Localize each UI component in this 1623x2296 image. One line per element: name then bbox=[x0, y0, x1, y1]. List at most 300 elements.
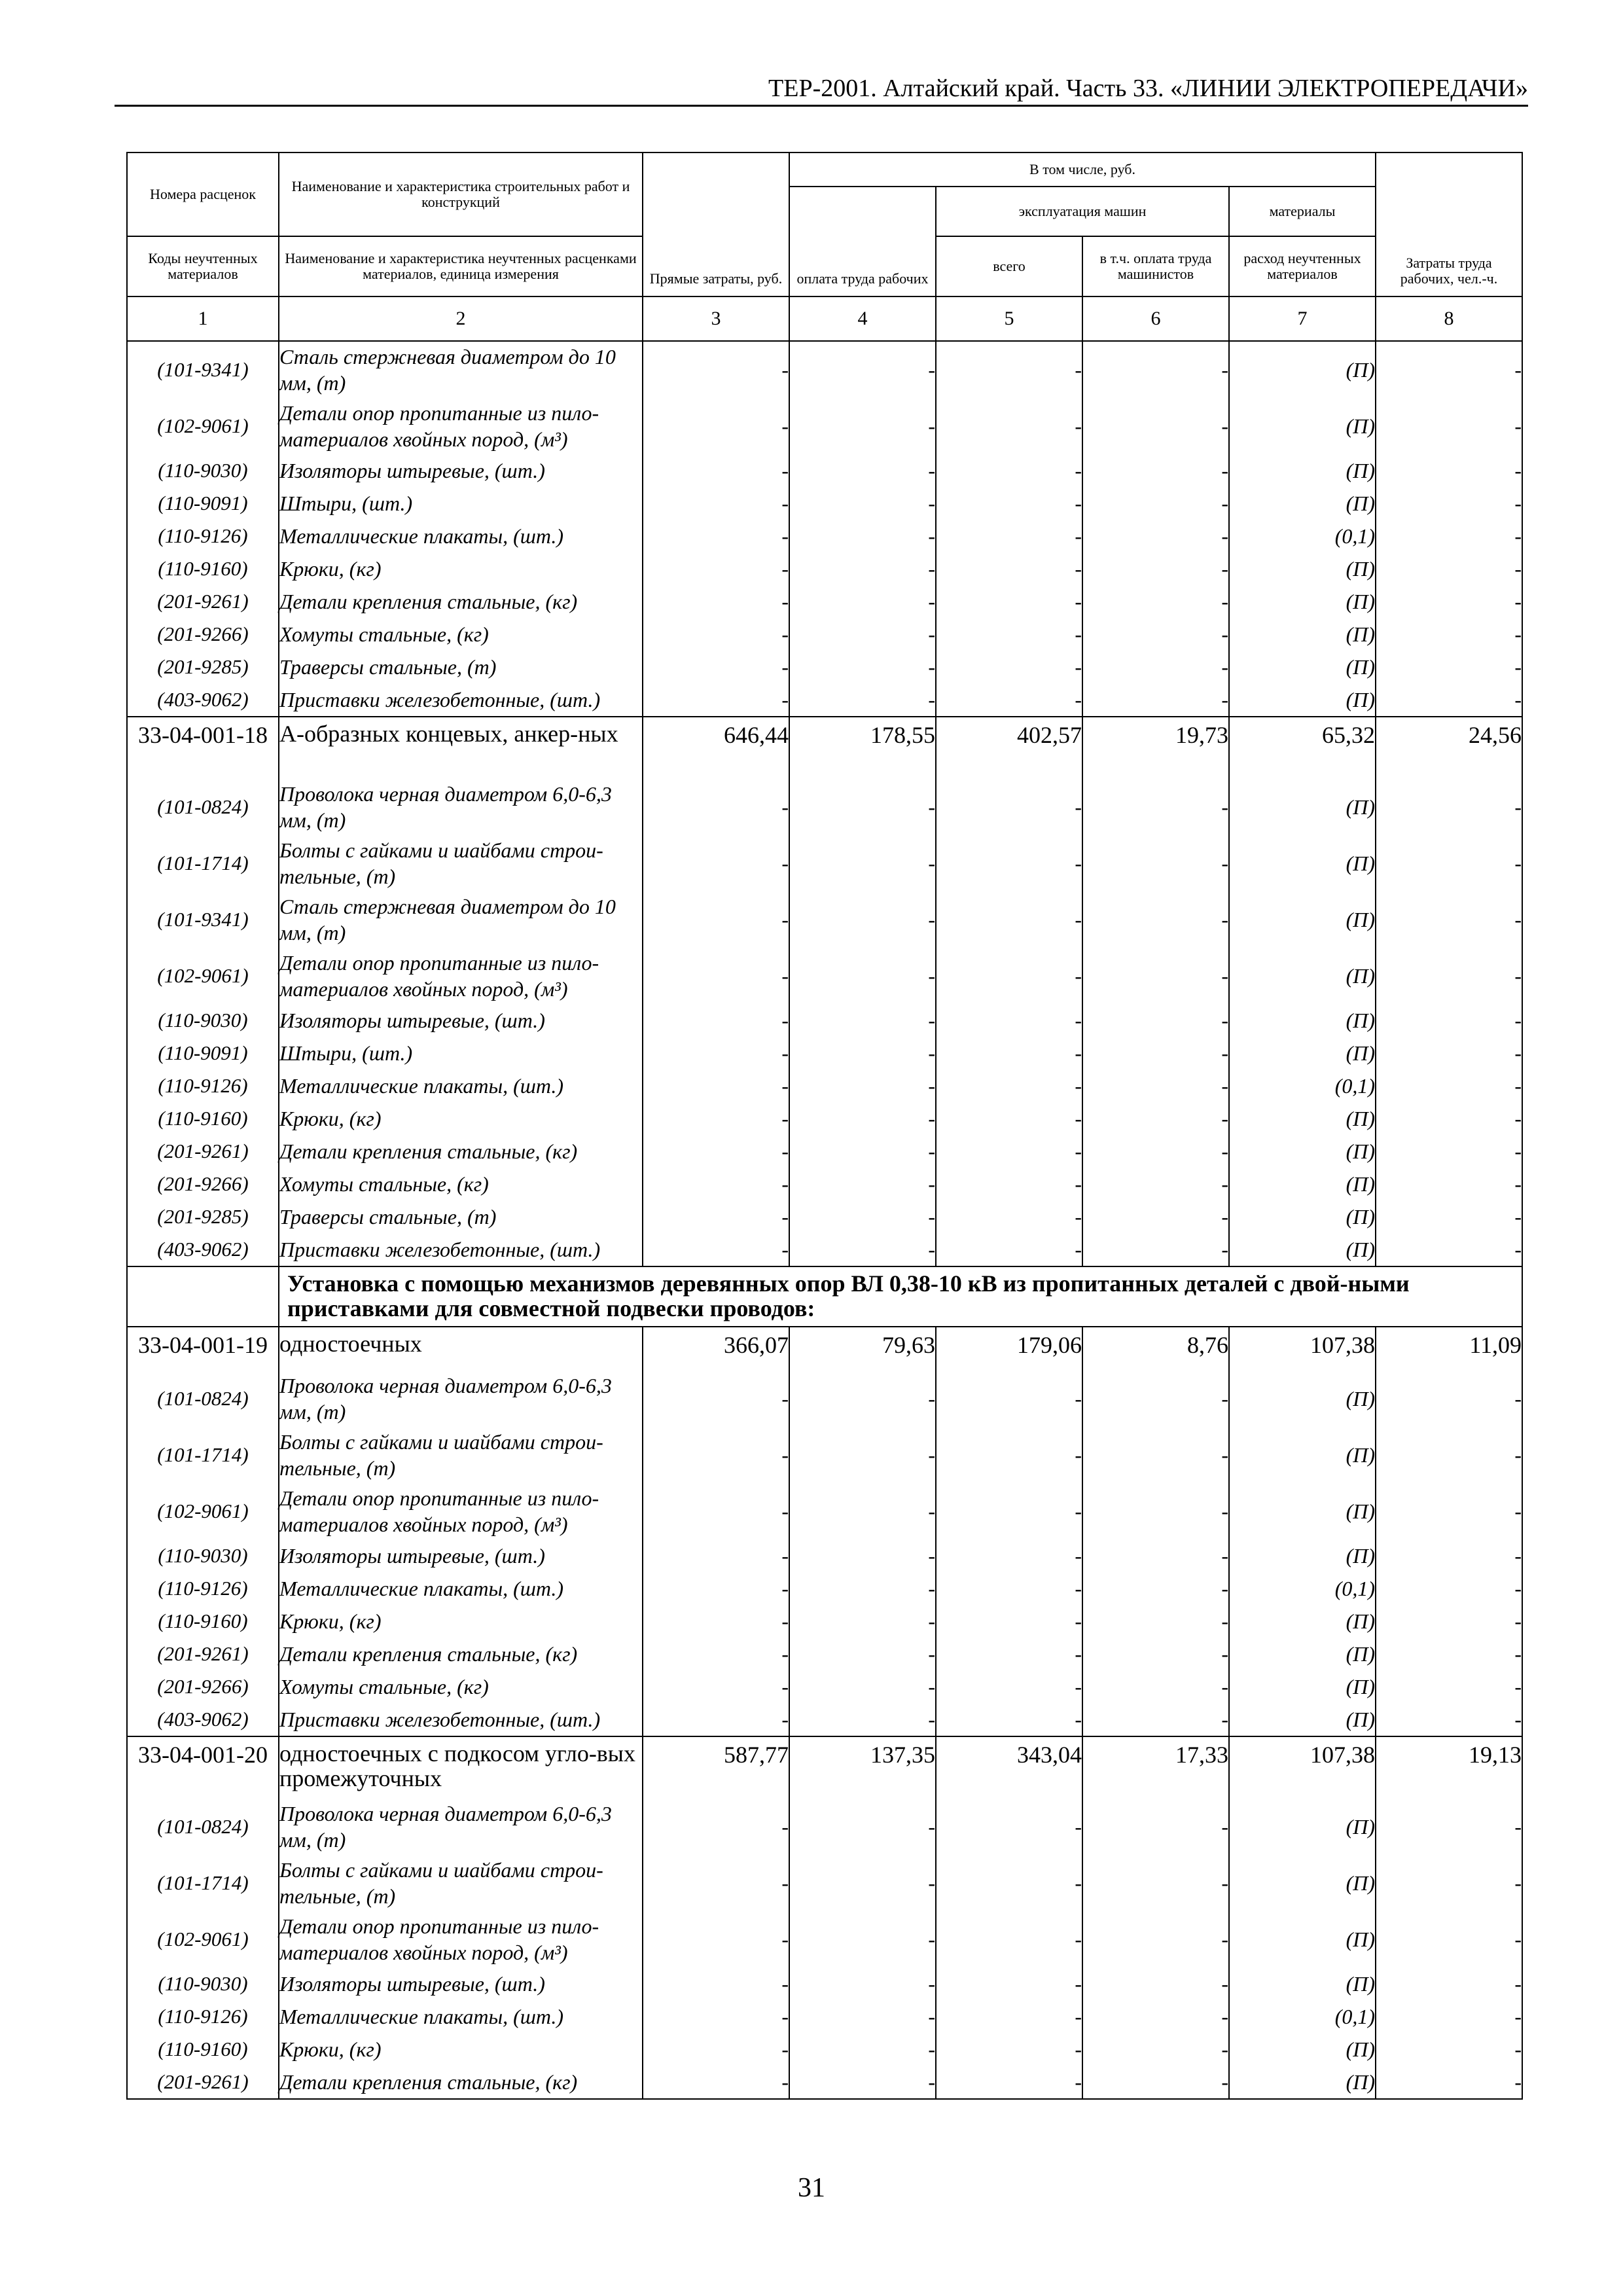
machines-total-value: - bbox=[936, 1855, 1082, 1911]
labor-value: - bbox=[1376, 1200, 1522, 1233]
materials-value: (П) bbox=[1229, 1539, 1376, 1572]
machinist-wages-value: - bbox=[1082, 1037, 1229, 1069]
column-number: 7 bbox=[1229, 296, 1376, 341]
wages-value: 178,55 bbox=[789, 717, 936, 779]
machines-total-value: - bbox=[936, 1967, 1082, 2000]
materials-value: (П) bbox=[1229, 1799, 1376, 1855]
column-number: 5 bbox=[936, 296, 1082, 341]
materials-value: (П) bbox=[1229, 454, 1376, 487]
machinist-wages-value: - bbox=[1082, 398, 1229, 454]
wages-value: - bbox=[789, 341, 936, 398]
material-name: Детали крепления стальные, (кг) bbox=[279, 585, 643, 618]
machinist-wages-value: - bbox=[1082, 2066, 1229, 2099]
direct-costs-value: - bbox=[643, 835, 789, 891]
header-materials: материалы bbox=[1229, 187, 1376, 236]
direct-costs-value: - bbox=[643, 454, 789, 487]
material-name: Приставки железобетонные, (шт.) bbox=[279, 1233, 643, 1266]
labor-value: 24,56 bbox=[1376, 717, 1522, 779]
machines-total-value: - bbox=[936, 948, 1082, 1004]
machines-total-value: - bbox=[936, 1371, 1082, 1427]
material-name: Болты с гайками и шайбами строи-тельные, (т) bbox=[279, 1855, 643, 1911]
machinist-wages-value: - bbox=[1082, 683, 1229, 717]
materials-value: (П) bbox=[1229, 1855, 1376, 1911]
labor-value: - bbox=[1376, 1427, 1522, 1483]
machines-total-value: - bbox=[936, 618, 1082, 651]
machinist-wages-value: - bbox=[1082, 1670, 1229, 1703]
material-name: Проволока черная диаметром 6,0-6,3 мм, (т) bbox=[279, 1799, 643, 1855]
materials-value: (П) bbox=[1229, 552, 1376, 585]
machinist-wages-value: - bbox=[1082, 779, 1229, 835]
machines-total-value: - bbox=[936, 779, 1082, 835]
wages-value: - bbox=[789, 1069, 936, 1102]
labor-value: - bbox=[1376, 835, 1522, 891]
material-name: Хомуты стальные, (кг) bbox=[279, 618, 643, 651]
direct-costs-value: - bbox=[643, 1703, 789, 1736]
machinist-wages-value: - bbox=[1082, 618, 1229, 651]
wages-value: - bbox=[789, 520, 936, 552]
wages-value: - bbox=[789, 487, 936, 520]
material-row bbox=[127, 1168, 1522, 1200]
machinist-wages-value: - bbox=[1082, 1371, 1229, 1427]
material-name: Траверсы стальные, (т) bbox=[279, 651, 643, 683]
material-row bbox=[127, 1004, 1522, 1037]
direct-costs-value: - bbox=[643, 1233, 789, 1266]
direct-costs-value: - bbox=[643, 1967, 789, 2000]
wages-value: - bbox=[789, 651, 936, 683]
labor-value: - bbox=[1376, 1135, 1522, 1168]
direct-costs-value: - bbox=[643, 618, 789, 651]
direct-costs-value: - bbox=[643, 585, 789, 618]
materials-value: (П) bbox=[1229, 2033, 1376, 2066]
direct-costs-value: - bbox=[643, 1483, 789, 1539]
materials-value: (П) bbox=[1229, 1233, 1376, 1266]
material-code: (101-9341) bbox=[127, 341, 279, 398]
materials-value: (П) bbox=[1229, 1703, 1376, 1736]
wages-value: - bbox=[789, 552, 936, 585]
material-name: Хомуты стальные, (кг) bbox=[279, 1670, 643, 1703]
materials-value: (П) bbox=[1229, 585, 1376, 618]
wages-value: - bbox=[789, 1135, 936, 1168]
labor-value: - bbox=[1376, 1037, 1522, 1069]
material-name: Металлические плакаты, (шт.) bbox=[279, 2000, 643, 2033]
labor-value: - bbox=[1376, 1967, 1522, 2000]
section-heading: Установка с помощью механизмов деревянных опор ВЛ 0,38-10 кВ из пропитанных деталей с двой-ными приставками для совместной подвески проводов: bbox=[279, 1266, 1522, 1327]
material-name: Изоляторы штыревые, (шт.) bbox=[279, 1967, 643, 2000]
materials-value: (П) bbox=[1229, 1102, 1376, 1135]
labor-value: - bbox=[1376, 618, 1522, 651]
material-name: Детали опор пропитанные из пило-материалов хвойных пород, (м³) bbox=[279, 948, 643, 1004]
machines-total-value: - bbox=[936, 651, 1082, 683]
machines-total-value: - bbox=[936, 1539, 1082, 1572]
machines-total-value: - bbox=[936, 2000, 1082, 2033]
material-row bbox=[127, 1638, 1522, 1670]
material-code: (110-9030) bbox=[127, 454, 279, 487]
material-name: Изоляторы штыревые, (шт.) bbox=[279, 1539, 643, 1572]
direct-costs-value: - bbox=[643, 1168, 789, 1200]
labor-value: - bbox=[1376, 1855, 1522, 1911]
material-row bbox=[127, 520, 1522, 552]
materials-value: (П) bbox=[1229, 1168, 1376, 1200]
header-machines-total: всего bbox=[936, 236, 1082, 296]
labor-value: - bbox=[1376, 520, 1522, 552]
direct-costs-value: - bbox=[643, 1911, 789, 1967]
material-row bbox=[127, 1371, 1522, 1427]
materials-value: (П) bbox=[1229, 1605, 1376, 1638]
material-code: (201-9266) bbox=[127, 1670, 279, 1703]
machinist-wages-value: - bbox=[1082, 2000, 1229, 2033]
material-row bbox=[127, 1605, 1522, 1638]
materials-value: (П) bbox=[1229, 398, 1376, 454]
header-material-codes: Коды неучтенных материалов bbox=[127, 236, 279, 296]
machines-total-value: 343,04 bbox=[936, 1736, 1082, 1799]
table-header bbox=[127, 152, 1522, 341]
machines-total-value: - bbox=[936, 341, 1082, 398]
direct-costs-value: - bbox=[643, 1670, 789, 1703]
labor-value: - bbox=[1376, 2033, 1522, 2066]
material-row bbox=[127, 779, 1522, 835]
material-name: Детали крепления стальные, (кг) bbox=[279, 1135, 643, 1168]
materials-value: (П) bbox=[1229, 618, 1376, 651]
material-name: Штыри, (шт.) bbox=[279, 487, 643, 520]
rate-position-row bbox=[127, 1736, 1522, 1799]
direct-costs-value: - bbox=[643, 1037, 789, 1069]
wages-value: - bbox=[789, 1799, 936, 1855]
material-row bbox=[127, 552, 1522, 585]
rate-position-row bbox=[127, 1327, 1522, 1371]
price-table bbox=[126, 152, 1523, 2100]
labor-value: - bbox=[1376, 779, 1522, 835]
material-name: Сталь стержневая диаметром до 10 мм, (т) bbox=[279, 341, 643, 398]
material-code: (102-9061) bbox=[127, 398, 279, 454]
direct-costs-value: - bbox=[643, 1539, 789, 1572]
direct-costs-value: - bbox=[643, 779, 789, 835]
materials-value: (0,1) bbox=[1229, 520, 1376, 552]
wages-value: - bbox=[789, 1371, 936, 1427]
machinist-wages-value: - bbox=[1082, 1135, 1229, 1168]
materials-value: (П) bbox=[1229, 1200, 1376, 1233]
materials-value: 107,38 bbox=[1229, 1327, 1376, 1371]
labor-value: - bbox=[1376, 1004, 1522, 1037]
machinist-wages-value: - bbox=[1082, 891, 1229, 948]
material-code: (102-9061) bbox=[127, 1911, 279, 1967]
material-row bbox=[127, 1483, 1522, 1539]
wages-value: - bbox=[789, 683, 936, 717]
materials-value: (П) bbox=[1229, 1004, 1376, 1037]
labor-value: - bbox=[1376, 1670, 1522, 1703]
labor-value: - bbox=[1376, 585, 1522, 618]
direct-costs-value: - bbox=[643, 2000, 789, 2033]
machines-total-value: - bbox=[936, 1703, 1082, 1736]
material-code: (101-1714) bbox=[127, 1427, 279, 1483]
wages-value: - bbox=[789, 618, 936, 651]
machinist-wages-value: - bbox=[1082, 1605, 1229, 1638]
machinist-wages-value: - bbox=[1082, 1638, 1229, 1670]
machinist-wages-value: - bbox=[1082, 520, 1229, 552]
labor-value: - bbox=[1376, 1703, 1522, 1736]
machines-total-value: - bbox=[936, 1037, 1082, 1069]
machines-total-value: - bbox=[936, 1483, 1082, 1539]
machines-total-value: - bbox=[936, 1427, 1082, 1483]
wages-value: - bbox=[789, 1703, 936, 1736]
material-row bbox=[127, 341, 1522, 398]
machines-total-value: - bbox=[936, 1004, 1082, 1037]
header-including: В том числе, руб. bbox=[789, 152, 1376, 187]
labor-value: - bbox=[1376, 2066, 1522, 2099]
header-direct-costs: Прямые затраты, руб. bbox=[643, 152, 789, 296]
machinist-wages-value: - bbox=[1082, 585, 1229, 618]
labor-value: - bbox=[1376, 1069, 1522, 1102]
direct-costs-value: - bbox=[643, 1371, 789, 1427]
material-code: (110-9160) bbox=[127, 1605, 279, 1638]
header-rule bbox=[115, 105, 1528, 107]
material-name: Металлические плакаты, (шт.) bbox=[279, 1069, 643, 1102]
direct-costs-value: - bbox=[643, 651, 789, 683]
wages-value: - bbox=[789, 1855, 936, 1911]
material-name: Изоляторы штыревые, (шт.) bbox=[279, 454, 643, 487]
material-code: (110-9030) bbox=[127, 1539, 279, 1572]
direct-costs-value: - bbox=[643, 1135, 789, 1168]
material-code: (102-9061) bbox=[127, 1483, 279, 1539]
machinist-wages-value: - bbox=[1082, 1102, 1229, 1135]
wages-value: - bbox=[789, 1483, 936, 1539]
material-row bbox=[127, 835, 1522, 891]
material-name: Штыри, (шт.) bbox=[279, 1037, 643, 1069]
direct-costs-value: - bbox=[643, 1799, 789, 1855]
materials-value: (П) bbox=[1229, 1427, 1376, 1483]
labor-value: - bbox=[1376, 1168, 1522, 1200]
material-code: (101-0824) bbox=[127, 1799, 279, 1855]
machines-total-value: - bbox=[936, 2066, 1082, 2099]
material-code: (201-9285) bbox=[127, 651, 279, 683]
machinist-wages-value: - bbox=[1082, 1168, 1229, 1200]
materials-value: (0,1) bbox=[1229, 2000, 1376, 2033]
materials-value: (П) bbox=[1229, 1670, 1376, 1703]
material-code: (110-9091) bbox=[127, 1037, 279, 1069]
material-name: Приставки железобетонные, (шт.) bbox=[279, 1703, 643, 1736]
materials-value: (П) bbox=[1229, 779, 1376, 835]
machinist-wages-value: 17,33 bbox=[1082, 1736, 1229, 1799]
material-row bbox=[127, 683, 1522, 717]
machinist-wages-value: - bbox=[1082, 1427, 1229, 1483]
machines-total-value: - bbox=[936, 552, 1082, 585]
machinist-wages-value: - bbox=[1082, 1572, 1229, 1605]
labor-value: 11,09 bbox=[1376, 1327, 1522, 1371]
machinist-wages-value: - bbox=[1082, 1539, 1229, 1572]
wages-value: - bbox=[789, 454, 936, 487]
wages-value: - bbox=[789, 1670, 936, 1703]
direct-costs-value: - bbox=[643, 398, 789, 454]
direct-costs-value: - bbox=[643, 520, 789, 552]
labor-value: - bbox=[1376, 1233, 1522, 1266]
direct-costs-value: - bbox=[643, 1605, 789, 1638]
wages-value: - bbox=[789, 398, 936, 454]
material-code: (110-9126) bbox=[127, 1069, 279, 1102]
material-row bbox=[127, 1855, 1522, 1911]
machines-total-value: - bbox=[936, 1102, 1082, 1135]
section-code-cell bbox=[127, 1266, 279, 1327]
machinist-wages-value: - bbox=[1082, 1200, 1229, 1233]
material-code: (110-9091) bbox=[127, 487, 279, 520]
material-row bbox=[127, 651, 1522, 683]
materials-value: (П) bbox=[1229, 2066, 1376, 2099]
material-code: (110-9030) bbox=[127, 1967, 279, 2000]
machines-total-value: - bbox=[936, 585, 1082, 618]
labor-value: - bbox=[1376, 2000, 1522, 2033]
wages-value: - bbox=[789, 1037, 936, 1069]
header-work-name: Наименование и характеристика строительных работ и конструкций bbox=[279, 152, 643, 236]
materials-value: (П) bbox=[1229, 891, 1376, 948]
materials-value: (П) bbox=[1229, 1371, 1376, 1427]
material-row bbox=[127, 1911, 1522, 1967]
materials-value: (0,1) bbox=[1229, 1069, 1376, 1102]
material-name: Приставки железобетонные, (шт.) bbox=[279, 683, 643, 717]
direct-costs-value: - bbox=[643, 1069, 789, 1102]
material-row bbox=[127, 1233, 1522, 1266]
materials-value: 107,38 bbox=[1229, 1736, 1376, 1799]
wages-value: - bbox=[789, 2033, 936, 2066]
machines-total-value: - bbox=[936, 1638, 1082, 1670]
header-codes: Номера расценок bbox=[127, 152, 279, 236]
material-name: Детали крепления стальные, (кг) bbox=[279, 2066, 643, 2099]
material-name: Болты с гайками и шайбами строи-тельные, (т) bbox=[279, 1427, 643, 1483]
header-machinist-wages: в т.ч. оплата труда машинистов bbox=[1082, 236, 1229, 296]
labor-value: - bbox=[1376, 651, 1522, 683]
machines-total-value: - bbox=[936, 891, 1082, 948]
direct-costs-value: - bbox=[643, 1638, 789, 1670]
machinist-wages-value: - bbox=[1082, 1483, 1229, 1539]
labor-value: - bbox=[1376, 1102, 1522, 1135]
machines-total-value: - bbox=[936, 520, 1082, 552]
material-row bbox=[127, 1427, 1522, 1483]
header-material-name: Наименование и характеристика неучтенных расценками материалов, единица измерения bbox=[279, 236, 643, 296]
material-row bbox=[127, 1967, 1522, 2000]
wages-value: - bbox=[789, 835, 936, 891]
wages-value: 79,63 bbox=[789, 1327, 936, 1371]
materials-value: (П) bbox=[1229, 341, 1376, 398]
machinist-wages-value: - bbox=[1082, 1004, 1229, 1037]
table-body bbox=[127, 341, 1522, 2099]
material-name: Крюки, (кг) bbox=[279, 552, 643, 585]
material-row bbox=[127, 2066, 1522, 2099]
direct-costs-value: - bbox=[643, 341, 789, 398]
machines-total-value: 402,57 bbox=[936, 717, 1082, 779]
wages-value: - bbox=[789, 948, 936, 1004]
material-name: Болты с гайками и шайбами строи-тельные, (т) bbox=[279, 835, 643, 891]
machinist-wages-value: - bbox=[1082, 835, 1229, 891]
material-code: (201-9285) bbox=[127, 1200, 279, 1233]
materials-value: (П) bbox=[1229, 1483, 1376, 1539]
machinist-wages-value: - bbox=[1082, 487, 1229, 520]
material-name: Детали опор пропитанные из пило-материалов хвойных пород, (м³) bbox=[279, 1911, 643, 1967]
material-name: Детали опор пропитанные из пило-материалов хвойных пород, (м³) bbox=[279, 398, 643, 454]
machines-total-value: - bbox=[936, 1135, 1082, 1168]
labor-value: - bbox=[1376, 1911, 1522, 1967]
machines-total-value: - bbox=[936, 454, 1082, 487]
material-code: (110-9126) bbox=[127, 520, 279, 552]
machinist-wages-value: - bbox=[1082, 948, 1229, 1004]
machinist-wages-value: - bbox=[1082, 552, 1229, 585]
material-name: Металлические плакаты, (шт.) bbox=[279, 520, 643, 552]
material-row bbox=[127, 1670, 1522, 1703]
material-name: Крюки, (кг) bbox=[279, 1605, 643, 1638]
material-code: (101-0824) bbox=[127, 779, 279, 835]
wages-value: - bbox=[789, 1605, 936, 1638]
work-name: одностоечных bbox=[279, 1327, 643, 1371]
labor-value: - bbox=[1376, 487, 1522, 520]
material-code: (102-9061) bbox=[127, 948, 279, 1004]
rate-position-row bbox=[127, 717, 1522, 779]
labor-value: - bbox=[1376, 341, 1522, 398]
material-row bbox=[127, 454, 1522, 487]
material-name: Сталь стержневая диаметром до 10 мм, (т) bbox=[279, 891, 643, 948]
machines-total-value: - bbox=[936, 398, 1082, 454]
column-number: 8 bbox=[1376, 296, 1522, 341]
machines-total-value: - bbox=[936, 1168, 1082, 1200]
direct-costs-value: - bbox=[643, 1102, 789, 1135]
machinist-wages-value: 8,76 bbox=[1082, 1327, 1229, 1371]
machinist-wages-value: - bbox=[1082, 651, 1229, 683]
machines-total-value: - bbox=[936, 835, 1082, 891]
materials-value: (П) bbox=[1229, 1135, 1376, 1168]
wages-value: - bbox=[789, 2066, 936, 2099]
machines-total-value: - bbox=[936, 1605, 1082, 1638]
direct-costs-value: - bbox=[643, 1004, 789, 1037]
material-code: (201-9261) bbox=[127, 1638, 279, 1670]
material-code: (201-9261) bbox=[127, 2066, 279, 2099]
materials-value: (П) bbox=[1229, 1638, 1376, 1670]
rate-code: 33-04-001-20 bbox=[127, 1736, 279, 1799]
materials-value: (П) bbox=[1229, 948, 1376, 1004]
material-code: (101-1714) bbox=[127, 1855, 279, 1911]
machines-total-value: - bbox=[936, 1799, 1082, 1855]
section-heading-row bbox=[127, 1266, 1522, 1327]
material-code: (110-9160) bbox=[127, 552, 279, 585]
machines-total-value: - bbox=[936, 1572, 1082, 1605]
direct-costs-value: - bbox=[643, 1855, 789, 1911]
material-code: (403-9062) bbox=[127, 1703, 279, 1736]
material-row bbox=[127, 1069, 1522, 1102]
material-name: Изоляторы штыревые, (шт.) bbox=[279, 1004, 643, 1037]
column-number: 3 bbox=[643, 296, 789, 341]
column-number: 1 bbox=[127, 296, 279, 341]
materials-value: (П) bbox=[1229, 683, 1376, 717]
wages-value: - bbox=[789, 1102, 936, 1135]
direct-costs-value: 587,77 bbox=[643, 1736, 789, 1799]
header-wages: оплата труда рабочих bbox=[789, 187, 936, 296]
header-machines: эксплуатация машин bbox=[936, 187, 1229, 236]
material-code: (110-9160) bbox=[127, 2033, 279, 2066]
material-code: (201-9261) bbox=[127, 1135, 279, 1168]
labor-value: - bbox=[1376, 891, 1522, 948]
column-number: 4 bbox=[789, 296, 936, 341]
wages-value: - bbox=[789, 1911, 936, 1967]
labor-value: - bbox=[1376, 398, 1522, 454]
machinist-wages-value: - bbox=[1082, 341, 1229, 398]
wages-value: - bbox=[789, 1200, 936, 1233]
machines-total-value: - bbox=[936, 1670, 1082, 1703]
material-code: (110-9126) bbox=[127, 1572, 279, 1605]
labor-value: - bbox=[1376, 1572, 1522, 1605]
material-row bbox=[127, 1572, 1522, 1605]
material-code: (110-9160) bbox=[127, 1102, 279, 1135]
labor-value: - bbox=[1376, 1539, 1522, 1572]
header-labor: Затраты труда рабочих, чел.-ч. bbox=[1376, 152, 1522, 296]
machines-total-value: - bbox=[936, 1233, 1082, 1266]
wages-value: - bbox=[789, 891, 936, 948]
running-head: ТЕР-2001. Алтайский край. Часть 33. «ЛИНИИ ЭЛЕКТРОПЕРЕДАЧИ» bbox=[768, 75, 1528, 102]
labor-value: - bbox=[1376, 683, 1522, 717]
wages-value: - bbox=[789, 1004, 936, 1037]
